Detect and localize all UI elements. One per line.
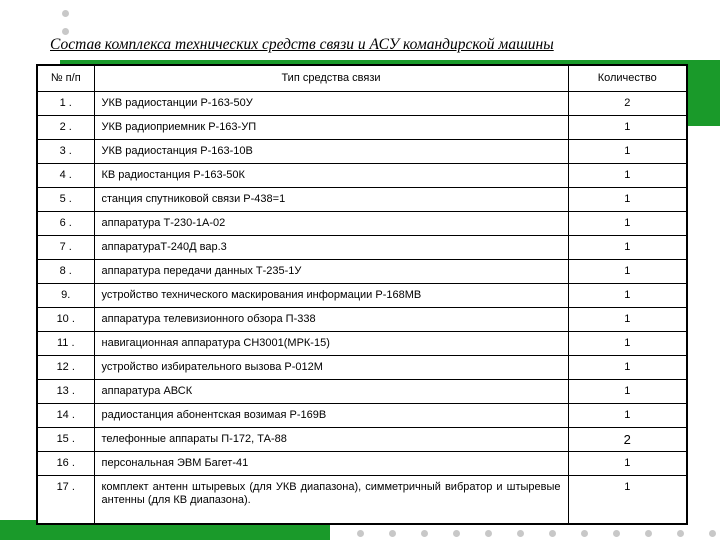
row-quantity: 1	[568, 260, 687, 284]
decor-dot	[453, 530, 460, 537]
row-number: 1 .	[37, 92, 94, 116]
decor-dot	[485, 530, 492, 537]
row-quantity: 1	[568, 308, 687, 332]
row-name: комплект антенн штыревых (для УКВ диапазона), симметричный вибратор и штыревые антенны (для КВ диапазона).	[94, 476, 568, 525]
decor-dot	[421, 530, 428, 537]
row-name: навигационная аппаратура СН3001(МРК-15)	[94, 332, 568, 356]
row-number: 6 .	[37, 212, 94, 236]
row-number: 14 .	[37, 404, 94, 428]
decor-dot	[645, 530, 652, 537]
table-header-row	[37, 65, 687, 92]
decor-dot	[517, 530, 524, 537]
row-name: устройство технического маскирования информации Р-168МВ	[94, 284, 568, 308]
row-quantity: 1	[568, 380, 687, 404]
row-number: 13 .	[37, 380, 94, 404]
row-name: УКВ радиостанция Р-163-10В	[94, 140, 568, 164]
row-quantity: 2	[568, 92, 687, 116]
equipment-table	[36, 64, 688, 525]
row-quantity: 1	[568, 140, 687, 164]
row-quantity: 1	[568, 116, 687, 140]
row-quantity: 1	[568, 164, 687, 188]
decor-dot	[62, 28, 69, 35]
row-number: 12 .	[37, 356, 94, 380]
row-name: станция спутниковой связи Р-438=1	[94, 188, 568, 212]
row-quantity: 1	[568, 332, 687, 356]
table-row	[37, 476, 687, 525]
row-name: аппаратураТ-240Д вар.3	[94, 236, 568, 260]
row-name: аппаратура передачи данных Т-235-1У	[94, 260, 568, 284]
decor-dot	[62, 10, 69, 17]
table-row	[37, 308, 687, 332]
table-row	[37, 452, 687, 476]
table-row	[37, 260, 687, 284]
page-title: Состав комплекса технических средств связи и АСУ командирской машины	[50, 36, 554, 53]
row-quantity: 1	[568, 284, 687, 308]
decor-dot	[581, 530, 588, 537]
row-quantity: 1	[568, 188, 687, 212]
row-quantity: 2	[568, 428, 687, 452]
table-row	[37, 332, 687, 356]
table-row	[37, 356, 687, 380]
row-number: 8 .	[37, 260, 94, 284]
table-row	[37, 188, 687, 212]
decor-dot	[613, 530, 620, 537]
table-row	[37, 236, 687, 260]
row-number: 5 .	[37, 188, 94, 212]
table-row	[37, 212, 687, 236]
table-row	[37, 140, 687, 164]
header-number: № п/п	[37, 65, 94, 92]
row-name: УКВ радиоприемник Р-163-УП	[94, 116, 568, 140]
row-quantity: 1	[568, 452, 687, 476]
row-number: 17 .	[37, 476, 94, 525]
decor-dot	[677, 530, 684, 537]
table-row	[37, 116, 687, 140]
row-number: 9.	[37, 284, 94, 308]
header-type: Тип средства связи	[94, 65, 568, 92]
row-quantity: 1	[568, 476, 687, 525]
decor-dot	[389, 530, 396, 537]
row-name: персональная ЭВМ Багет-41	[94, 452, 568, 476]
row-number: 15 .	[37, 428, 94, 452]
decor-dot	[709, 530, 716, 537]
row-name: КВ радиостанция Р-163-50К	[94, 164, 568, 188]
table-row	[37, 404, 687, 428]
table-row	[37, 92, 687, 116]
row-quantity: 1	[568, 404, 687, 428]
row-name: аппаратура Т-230-1А-02	[94, 212, 568, 236]
row-number: 10 .	[37, 308, 94, 332]
row-number: 7 .	[37, 236, 94, 260]
row-number: 3 .	[37, 140, 94, 164]
row-number: 16 .	[37, 452, 94, 476]
row-number: 2 .	[37, 116, 94, 140]
table-row	[37, 284, 687, 308]
table-row	[37, 428, 687, 452]
row-number: 11 .	[37, 332, 94, 356]
row-name: телефонные аппараты П-172, ТА-88	[94, 428, 568, 452]
row-quantity: 1	[568, 356, 687, 380]
header-quantity: Количество	[568, 65, 687, 92]
row-number: 4 .	[37, 164, 94, 188]
row-quantity: 1	[568, 212, 687, 236]
row-name: аппаратура телевизионного обзора П-338	[94, 308, 568, 332]
row-quantity: 1	[568, 236, 687, 260]
table-row	[37, 380, 687, 404]
row-name: аппаратура АВСК	[94, 380, 568, 404]
row-name: УКВ радиостанции Р-163-50У	[94, 92, 568, 116]
decor-dot	[357, 530, 364, 537]
table-row	[37, 164, 687, 188]
row-name: радиостанция абонентская возимая Р-169В	[94, 404, 568, 428]
decor-dot	[549, 530, 556, 537]
row-name: устройство избирательного вызова Р-012М	[94, 356, 568, 380]
